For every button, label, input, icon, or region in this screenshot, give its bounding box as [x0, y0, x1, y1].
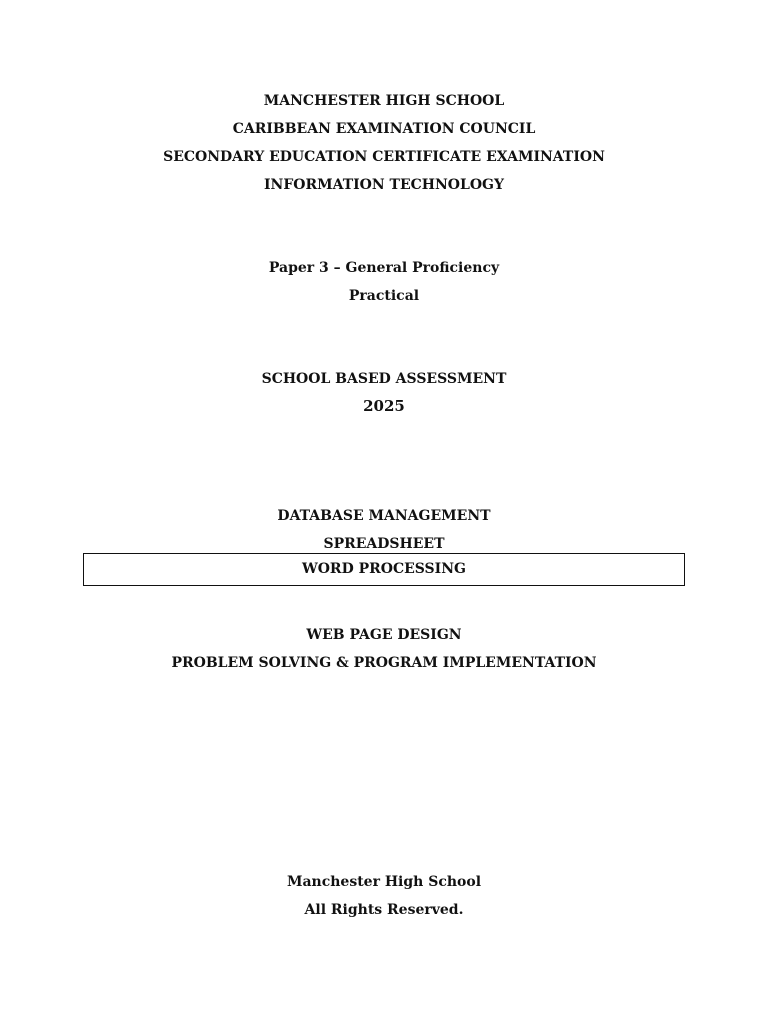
assessment-title: SCHOOL BASED ASSESSMENT: [261, 371, 507, 387]
council-name: CARIBBEAN EXAMINATION COUNCIL: [232, 121, 536, 137]
assessment-year: 2025: [363, 397, 405, 415]
component-word-processing: WORD PROCESSING: [302, 561, 466, 577]
exam-name: SECONDARY EDUCATION CERTIFICATE EXAMINATION: [163, 149, 605, 165]
paper-title: Paper 3 – General Proficiency: [268, 260, 500, 276]
component-problem-solving: PROBLEM SOLVING & PROGRAM IMPLEMENTATION: [171, 655, 597, 671]
component-web-page-design: WEB PAGE DESIGN: [306, 627, 462, 643]
footer-owner: Manchester High School: [286, 874, 482, 890]
school-name: MANCHESTER HIGH SCHOOL: [263, 93, 505, 109]
highlight-box: [83, 553, 685, 586]
component-spreadsheet: SPREADSHEET: [323, 536, 445, 552]
footer-rights: All Rights Reserved.: [304, 902, 464, 918]
component-database-management: DATABASE MANAGEMENT: [277, 508, 491, 524]
subject-name: INFORMATION TECHNOLOGY: [264, 177, 504, 193]
paper-type: Practical: [348, 288, 420, 304]
